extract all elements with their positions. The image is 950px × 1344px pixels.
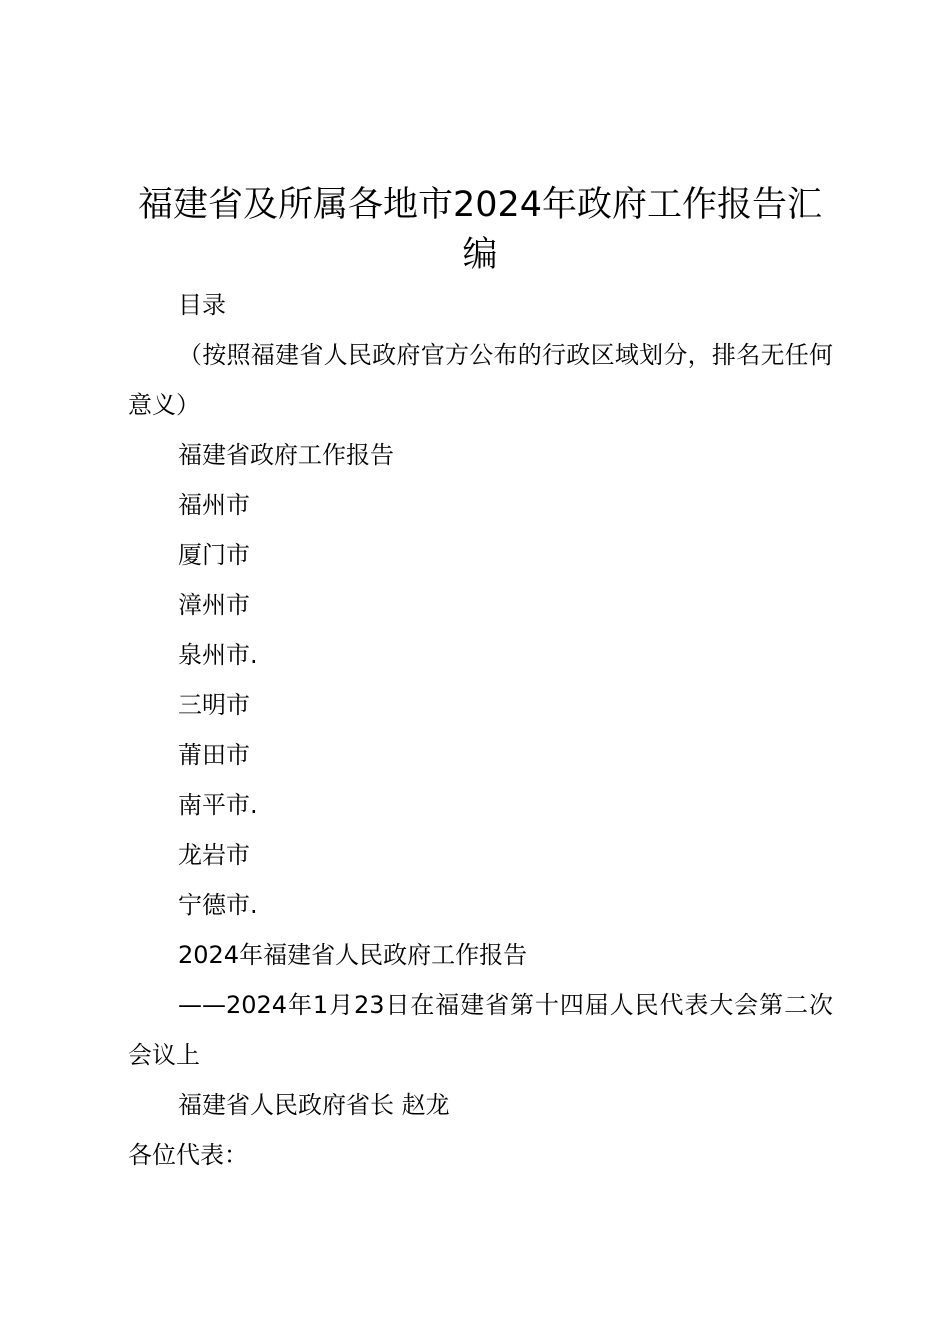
report-speaker: 福建省人民政府省长 赵龙 <box>178 1091 450 1119</box>
report-title: 2024年福建省人民政府工作报告 <box>178 941 528 969</box>
document-title: 福建省及所属各地市2024年政府工作报告汇编 <box>137 185 823 275</box>
toc-item-zhangzhou: 漳州市 <box>178 591 250 619</box>
toc-item-province: 福建省政府工作报告 <box>178 441 394 469</box>
toc-note: （按照福建省人民政府官方公布的行政区域划分，排名无任何意义） <box>128 341 833 419</box>
report-subtitle: ——2024年1月23日在福建省第十四届人民代表大会第二次会议上 <box>128 991 833 1069</box>
document-body <box>128 280 833 1180</box>
toc-item-fuzhou: 福州市 <box>178 491 250 519</box>
toc-item-putian: 莆田市 <box>178 741 250 769</box>
toc-item-nanping: 南平市. <box>178 791 258 819</box>
salutation: 各位代表： <box>128 1141 248 1169</box>
toc-item-xiamen: 厦门市 <box>178 541 250 569</box>
toc-item-quanzhou: 泉州市. <box>178 641 258 669</box>
toc-item-ningde: 宁德市. <box>178 891 258 919</box>
toc-item-longyan: 龙岩市 <box>178 841 250 869</box>
toc-heading: 目录 <box>178 291 226 319</box>
toc-item-sanming: 三明市 <box>178 691 250 719</box>
